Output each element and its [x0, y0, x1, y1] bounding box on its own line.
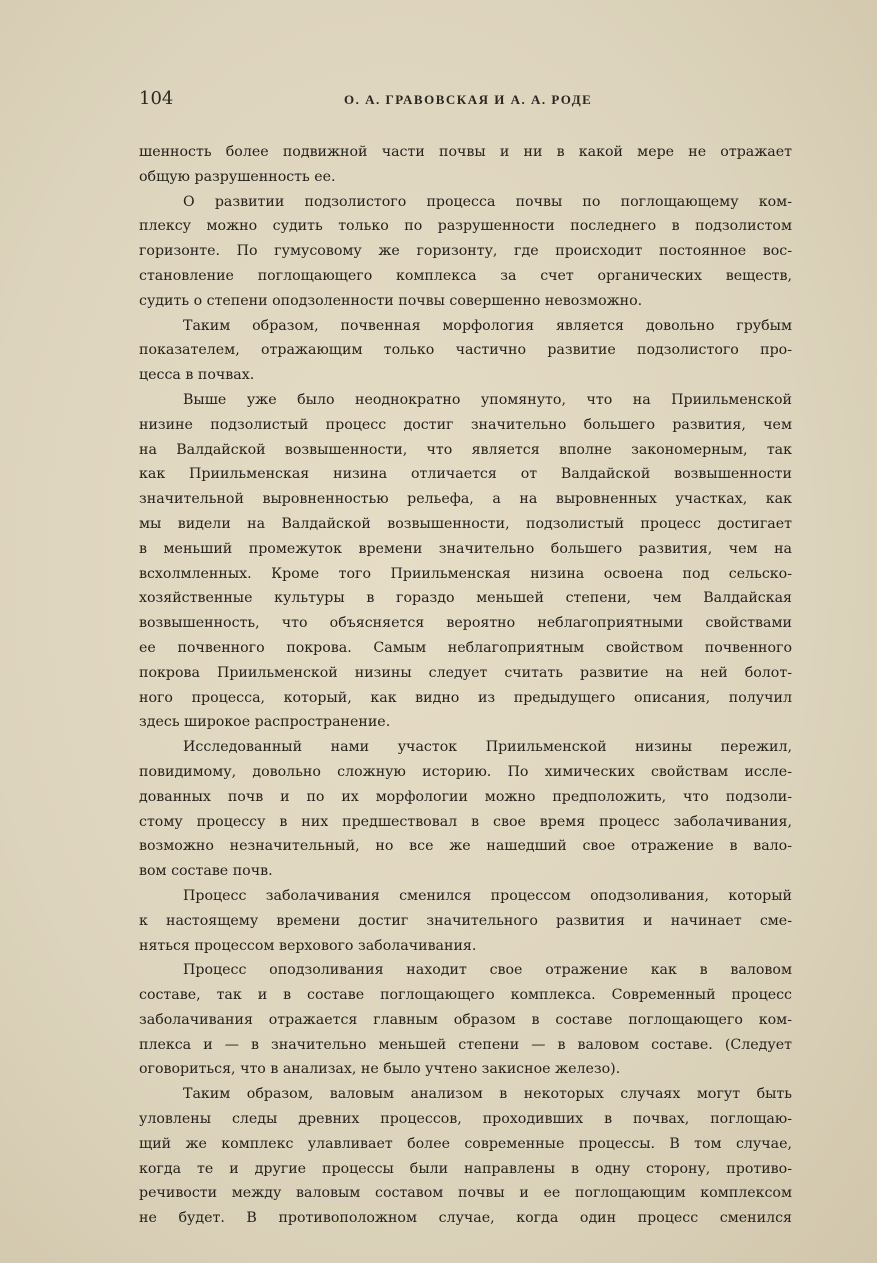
body-text [139, 140, 792, 1231]
text-line: как Приильменская низина отличается от Валдайской возвышенности [139, 466, 792, 483]
text-line: возможно незначительный, но все же нашедший свое отражение в вало- [139, 838, 792, 855]
text-line: Исследованный нами участок Приильменской низины пережил, [183, 739, 792, 756]
text-line: общую разрушенность ее. [139, 168, 336, 185]
text-line: вом составе почв. [139, 863, 273, 880]
text-line: мы видели на Валдайской возвышенности, подзолистый процесс достигает [139, 515, 792, 532]
running-head: О. А. ГРАВОВСКАЯ И А. А. РОДЕ [344, 92, 593, 107]
text-line: уловлены следы древних процессов, проходивших в почвах, поглощаю- [139, 1111, 792, 1128]
text-line: покрова Приильменской низины следует считать развитие на ней болот- [139, 664, 792, 681]
text-line: плекса и — в значительно меньшей степени — в валовом составе. (Следует [139, 1036, 792, 1053]
text-line: всхолмленных. Кроме того Приильменская низина освоена под сельско- [139, 565, 792, 582]
paragraph [139, 140, 792, 190]
text-line: ного процесса, который, как видно из предыдущего описания, получил [139, 689, 792, 706]
paragraph [139, 735, 792, 884]
text-line: речивости между валовым составом почвы и ее поглощающим комплексом [139, 1185, 792, 1202]
paragraph [139, 1082, 792, 1231]
text-line: составе, так и в составе поглощающего комплекса. Современный процесс [139, 987, 792, 1004]
text-line: Выше уже было неоднократно упомянуто, что на Приильменской [183, 391, 792, 408]
text-line: показателем, отражающим только частично развитие подзолистого про- [139, 342, 792, 359]
text-line: Процесс оподзоливания находит свое отражение как в валовом [183, 962, 792, 979]
text-line: горизонте. По гумусовому же горизонту, где происходит постоянное вос- [139, 243, 792, 260]
text-line: здесь широкое распространение. [139, 714, 391, 731]
page-number: 104 [139, 88, 174, 109]
text-line: стому процессу в них предшествовал в свое время процесс заболачивания, [139, 813, 792, 830]
text-line: Процесс заболачивания сменился процессом оподзоливания, который [183, 887, 792, 904]
text-line: становление поглощающего комплекса за счет органических веществ, [139, 267, 792, 284]
text-line: ее почвенного покрова. Самым неблагоприятным свойством почвенного [139, 639, 792, 656]
text-line: возвышенность, что объясняется вероятно неблагоприятными свойствами [139, 615, 792, 632]
text-line: в меньший промежуток времени значительно большего развития, чем на [139, 540, 792, 557]
text-line: шенность более подвижной части почвы и ни в какой мере не отражает [139, 144, 792, 160]
text-line: няться процессом верхового заболачивания. [139, 937, 477, 954]
text-line: к настоящему времени достиг значительного развития и начинает сме- [139, 912, 792, 929]
text-line: значительной выровненностью рельефа, а на выровненных участках, как [139, 491, 792, 508]
text-line: Таким образом, почвенная морфология является довольно грубым [183, 317, 792, 334]
paragraph [139, 958, 792, 1082]
text-line: О развитии подзолистого процесса почвы по поглощающему ком- [183, 193, 792, 210]
text-line: хозяйственные культуры в гораздо меньшей степени, чем Валдайская [139, 590, 792, 607]
text-line: цесса в почвах. [139, 367, 255, 384]
text-line: оговориться, что в анализах, не было учтено закисное железо). [139, 1061, 621, 1078]
page-header [139, 88, 789, 114]
text-line: Таким образом, валовым анализом в некоторых случаях могут быть [183, 1086, 792, 1103]
text-line: на Валдайской возвышенности, что является вполне закономерным, так [139, 441, 792, 458]
text-line: заболачивания отражается главным образом в составе поглощающего ком- [139, 1011, 792, 1028]
paragraph [139, 388, 792, 735]
text-line: повидимому, довольно сложную историю. По химических свойствам иссле- [139, 763, 792, 780]
text-line: низине подзолистый процесс достиг значительно большего развития, чем [139, 416, 792, 433]
paragraph [139, 884, 792, 958]
paragraph [139, 190, 792, 314]
text-line: не будет. В противоположном случае, когда один процесс сменился [139, 1210, 792, 1227]
paragraph [139, 314, 792, 388]
text-line: судить о степени оподзоленности почвы совершенно невозможно. [139, 292, 643, 309]
text-line: когда те и другие процессы были направлены в одну сторону, противо- [139, 1160, 792, 1177]
text-line: плексу можно судить только по разрушенности последнего в подзолистом [139, 218, 792, 235]
text-line: щий же комплекс улавливает более современные процессы. В том случае, [139, 1135, 792, 1152]
text-line: дованных почв и по их морфологии можно предположить, что подзоли- [139, 788, 792, 805]
